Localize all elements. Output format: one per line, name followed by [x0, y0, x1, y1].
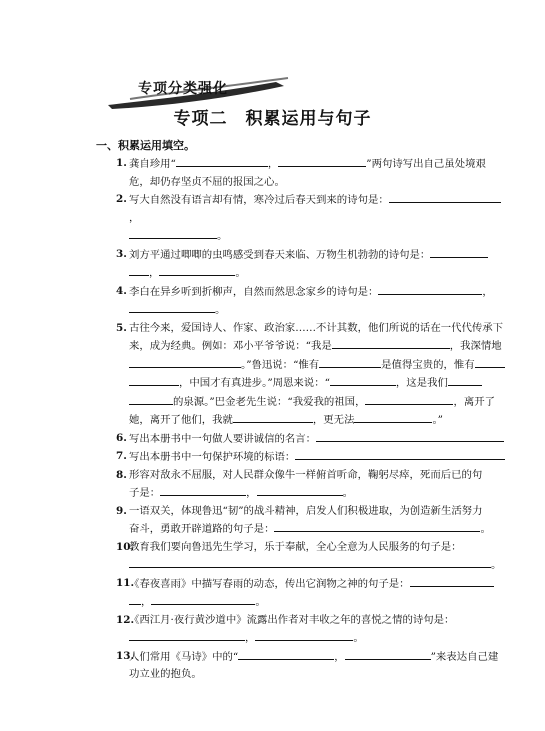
answer-blank[interactable]	[389, 191, 501, 203]
question-number: 13.	[116, 649, 135, 662]
question-12: 12. 《西江月·夜行黄沙道中》流露出作者对丰收之年的喜悦之情的诗句是： ， 。	[116, 613, 455, 644]
section-heading: 一、积累运用填空。	[96, 139, 195, 152]
question-number: 6.	[116, 431, 127, 444]
question-11: 11. 《春夜喜雨》中描写春雨的动态，传出它润物之神的句子是： ， 。	[116, 575, 506, 612]
question-2: 2. 写大自然没有语言却有情，寒冷过后春天到来的诗句是：， 。	[116, 191, 506, 246]
question-9: 9. 一语双关，体现鲁迅“韧”的战斗精神，启发人们积极进取，为创造新生活努力 奋斗，勇敢开辟道路的句子是： 。	[116, 504, 491, 535]
question-4: 4. 李白在异乡听到折柳声，自然而然思念家乡的诗句是： ， 。	[116, 284, 493, 316]
answer-blank[interactable]	[233, 411, 313, 423]
answer-blank[interactable]	[332, 337, 450, 349]
question-1: 1. 龚自珍用“ ， ”两句诗写出自己虽处境艰 危，却仍存坚贞不屈的报国之心。	[116, 157, 486, 188]
answer-blank[interactable]	[160, 484, 246, 496]
question-7: 7. 写出本册书中一句保护环境的标语：	[116, 448, 506, 467]
question-number: 8.	[116, 468, 127, 481]
answer-blank[interactable]	[316, 430, 504, 442]
answer-blank[interactable]	[129, 227, 217, 239]
answer-blank[interactable]	[129, 393, 173, 405]
answer-blank[interactable]	[378, 283, 482, 295]
answer-blank[interactable]	[129, 264, 149, 276]
answer-blank[interactable]	[448, 374, 482, 386]
question-3: 3. 刘方平通过唧唧的虫鸣感受到春天来临、万物生机勃勃的诗句是： ， 。	[116, 246, 506, 283]
answer-blank[interactable]	[345, 648, 431, 660]
question-number: 2.	[116, 193, 127, 205]
question-number: 5.	[116, 321, 127, 334]
question-number: 11.	[116, 576, 135, 589]
answer-blank[interactable]	[129, 629, 245, 641]
answer-blank[interactable]	[274, 520, 480, 532]
answer-blank[interactable]	[257, 484, 343, 496]
question-number: 10.	[116, 540, 135, 553]
answer-blank[interactable]	[129, 374, 179, 386]
question-number: 9.	[116, 504, 127, 517]
question-number: 7.	[116, 450, 127, 462]
answer-blank[interactable]	[410, 575, 494, 587]
question-number: 12.	[116, 613, 135, 626]
question-list	[116, 155, 506, 684]
answer-blank[interactable]	[129, 556, 491, 568]
banner-label: 专项分类强化	[138, 81, 228, 97]
answer-blank[interactable]	[430, 246, 488, 258]
question-number: 1.	[116, 157, 127, 169]
page-title: 专项二 积累运用与句子	[173, 109, 372, 129]
answer-blank[interactable]	[129, 593, 141, 605]
answer-blank[interactable]	[475, 356, 505, 368]
answer-blank[interactable]	[151, 593, 255, 605]
question-number: 3.	[116, 247, 127, 260]
answer-blank[interactable]	[354, 411, 432, 423]
answer-blank[interactable]	[330, 374, 396, 386]
answer-blank[interactable]	[129, 301, 215, 313]
answer-blank[interactable]	[238, 648, 334, 660]
answer-blank[interactable]	[129, 356, 241, 368]
answer-blank[interactable]	[365, 393, 453, 405]
question-10: 10. 教育我们要向鲁迅先生学习，乐于奉献，全心全意为人民服务的句子是： 。	[116, 540, 502, 571]
question-13: 13. 人们常用《马诗》中的“ ， ”来表达自己建 功立业的抱负。	[116, 649, 499, 680]
question-8: 8. 形容对敌永不屈服，对人民群众像牛一样俯首听命，鞠躬尽瘁，死而后已的句 子是： ， 。	[116, 468, 483, 499]
question-5: 5. 古往今来，爱国诗人、作家、政治家……不计其数，他们所说的话在一代代传承下 来，成为经典。例如：邓小平爷爷说：“我是 ，我深情地 。”鲁迅说：“惟有 是值得宝贵的，惟有 ，中国才有真进步。”周恩来说：“ ，这是我们 的泉源。”巴金老先生说：“我爱我的祖国， ，离开了 她，离开了他们，我就 ，更无法 。”	[116, 321, 504, 426]
answer-blank[interactable]	[295, 448, 505, 460]
answer-blank[interactable]	[159, 264, 235, 276]
answer-blank[interactable]	[255, 629, 353, 641]
question-number: 4.	[116, 284, 127, 297]
answer-blank[interactable]	[278, 155, 366, 167]
answer-blank[interactable]	[319, 356, 381, 368]
question-6: 6. 写出本册书中一句做人要讲诚信的名言：	[116, 430, 506, 449]
answer-blank[interactable]	[176, 155, 268, 167]
